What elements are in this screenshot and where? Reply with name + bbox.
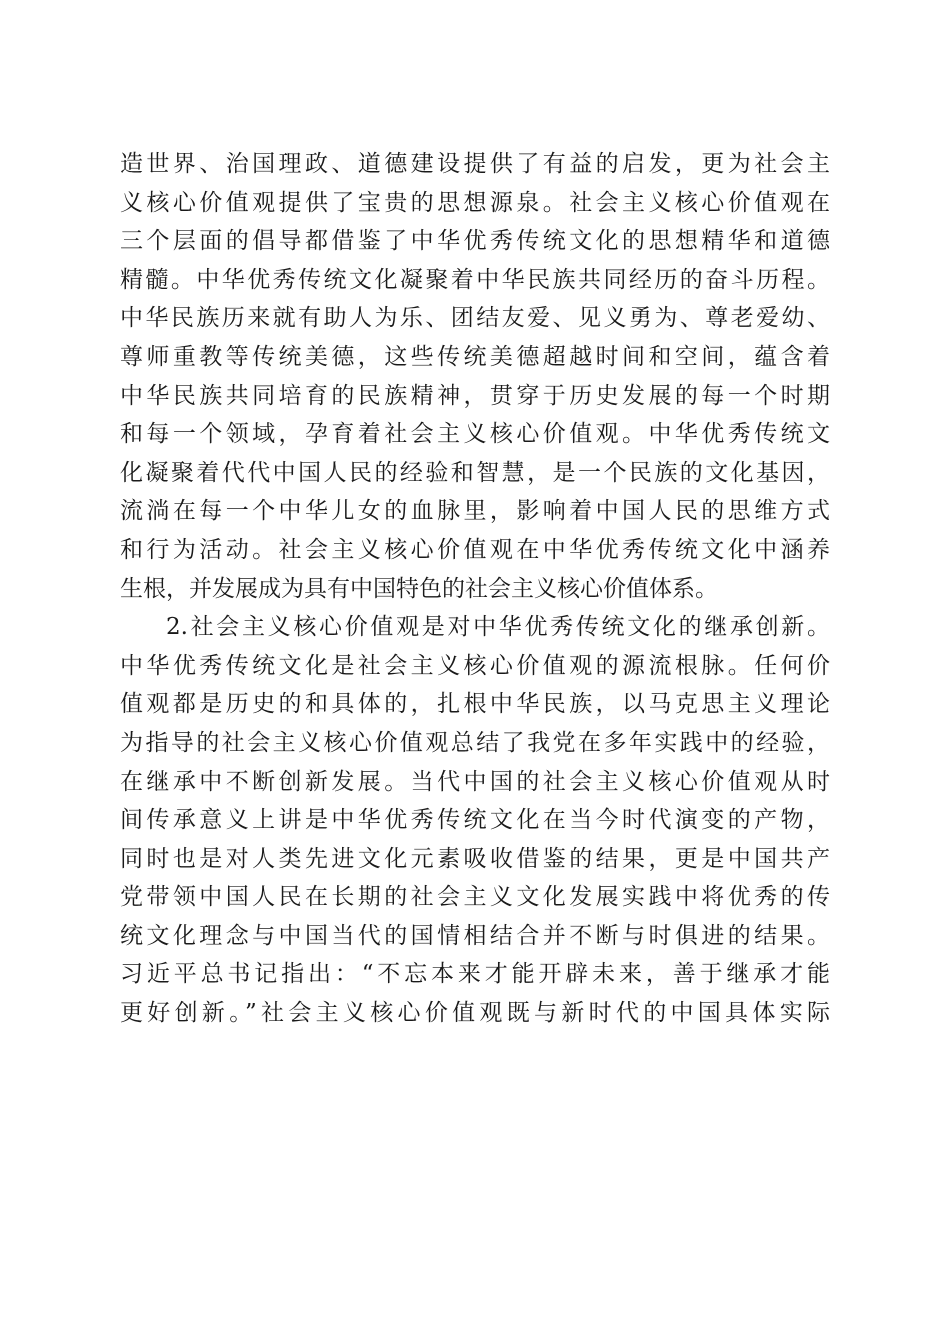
text-line: 三个层面的倡导都借鉴了中华优秀传统文化的思想精华和道德 [120,228,830,255]
section-heading-line: 2.社会主义核心价值观是对中华优秀传统文化的继承创新。 [166,614,830,641]
text-line: 值观都是历史的和具体的，扎根中华民族，以马克思主义理论 [120,691,830,718]
text-line: 尊师重教等传统美德，这些传统美德超越时间和空间，蕴含着 [120,343,830,370]
text-line: 中华民族共同培育的民族精神，贯穿于历史发展的每一个时期 [120,382,830,409]
text-line: 和行为活动。社会主义核心价值观在中华优秀传统文化中涵养 [120,536,830,563]
text-line: 为指导的社会主义核心价值观总结了我党在多年实践中的经验， [120,729,830,756]
text-line: 在继承中不断创新发展。当代中国的社会主义核心价值观从时 [120,768,830,795]
text-line: 造世界、治国理政、道德建设提供了有益的启发，更为社会主 [120,151,830,177]
text-line: 化凝聚着代代中国人民的经验和智慧，是一个民族的文化基因， [120,459,830,486]
text-line: 同时也是对人类先进文化元素吸收借鉴的结果，更是中国共产 [120,845,830,872]
text-line: 义核心价值观提供了宝贵的思想源泉。社会主义核心价值观在 [120,189,830,216]
text-line: 间传承意义上讲是中华优秀传统文化在当今时代演变的产物， [120,807,830,834]
text-line: 中华民族历来就有助人为乐、团结友爱、见义勇为、尊老爱幼、 [120,305,830,332]
text-line: 习近平总书记指出：“不忘本来才能开辟未来，善于继承才能 [120,961,830,988]
text-line: 中华优秀传统文化是社会主义核心价值观的源流根脉。任何价 [120,652,830,679]
text-line: 流淌在每一个中华儿女的血脉里，影响着中国人民的思维方式 [120,498,830,525]
text-line: 党带领中国人民在长期的社会主义文化发展实践中将优秀的传 [120,884,830,911]
body-text [120,145,830,1033]
text-line: 和每一个领域，孕育着社会主义核心价值观。中华优秀传统文 [120,421,830,448]
text-line: 统文化理念与中国当代的国情相结合并不断与时俱进的结果。 [120,922,830,949]
text-line: 精髓。中华优秀传统文化凝聚着中华民族共同经历的奋斗历程。 [120,266,830,293]
paragraph-end-line: 生根，并发展成为具有中国特色的社会主义核心价值体系。 [120,575,718,602]
text-line: 更好创新。”社会主义核心价值观既与新时代的中国具体实际 [120,1000,830,1027]
